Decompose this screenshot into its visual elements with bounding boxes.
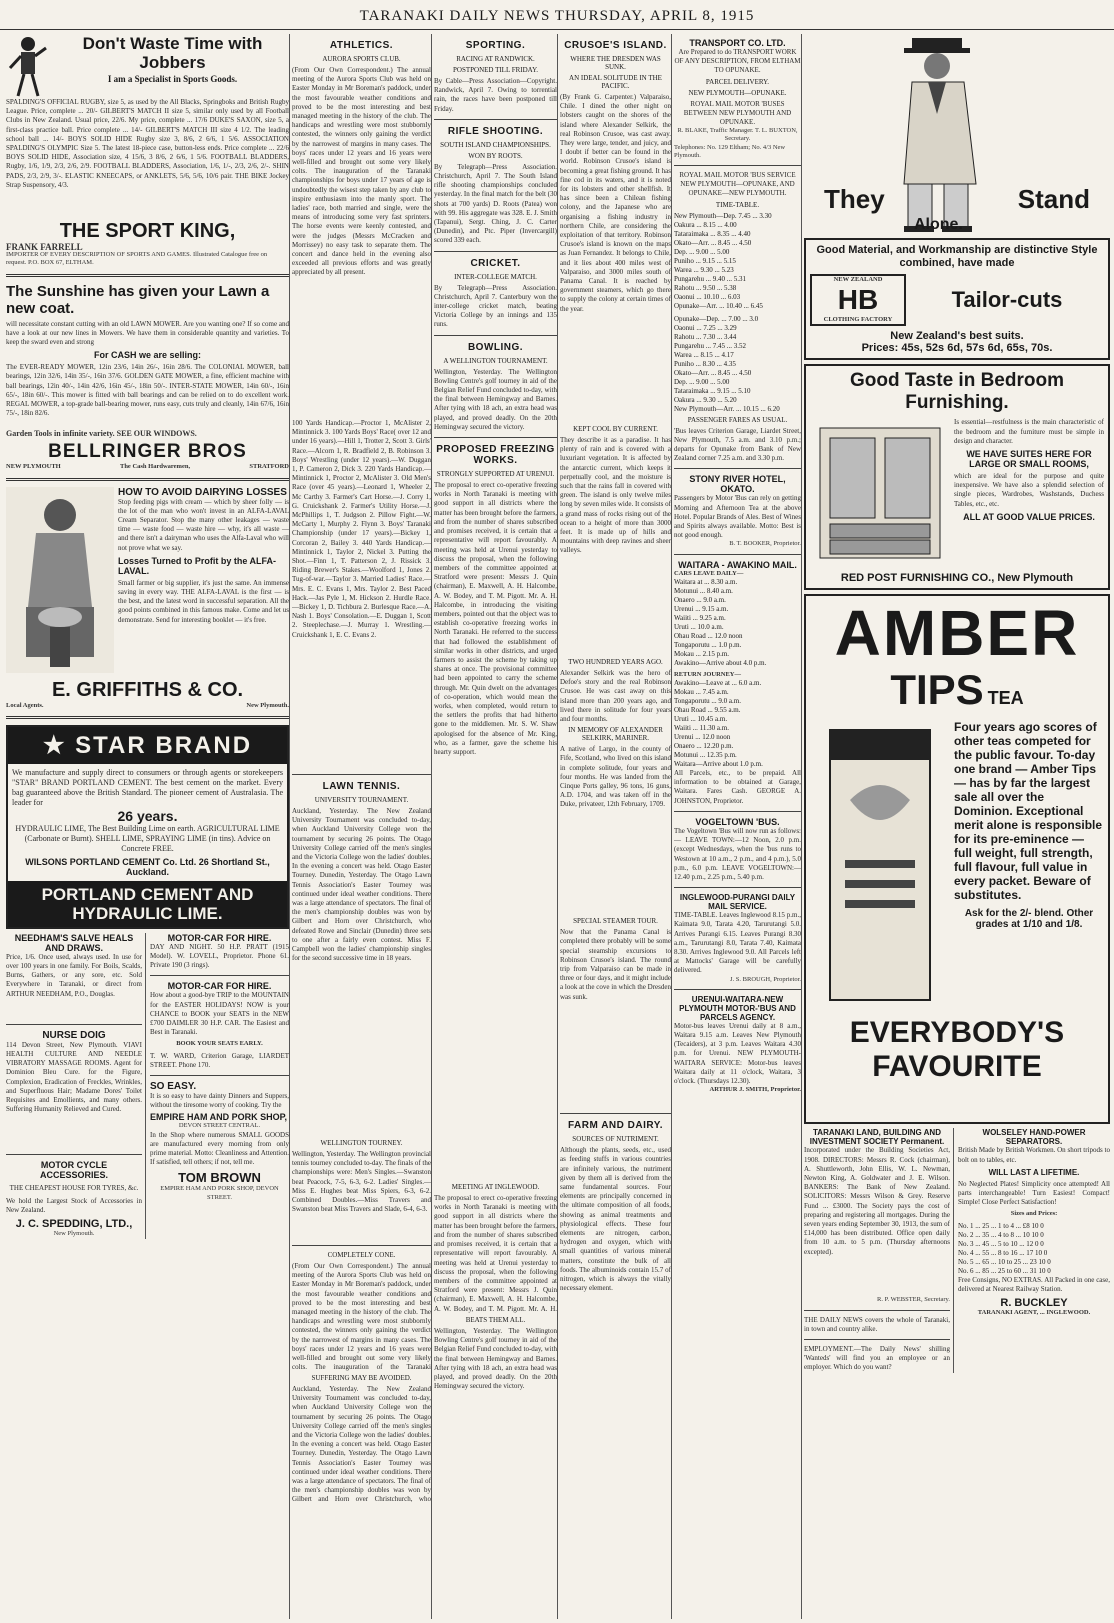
waitara-row: Awakino—Arrive about 4.0 p.m.	[674, 658, 767, 667]
cash-line: For CASH we are selling:	[93, 350, 202, 361]
athletics-heading: ATHLETICS.	[329, 40, 394, 51]
sporting-heading: SPORTING.	[465, 40, 526, 51]
price-row: No. 5 ... 65 ... 10 to 25 ... 23 10 0	[958, 1257, 1051, 1266]
sizes-heading: Sizes and Prices:	[1010, 1210, 1058, 1218]
parcel-subheading: PARCEL DELIVERY.	[705, 77, 770, 86]
ward-line: T. W. WARD, Criterion Garage, LIARDET STREET. Phone 170.	[150, 1051, 289, 1069]
meeting-text: The proposal to erect co-operative freezing works in North Taranaki is meeting with good support in all districts where the matter has been brought before the farmers, and from the number of shares subscribed and promises received, it is certain that a representative will report favourably. A meeting was held at Urenui yesterday to discuss the proposal, when the following members of the committee appointed at Stratford were present: Messrs J. Quin (chairman), E. Maxwell, A. H. Halcombe, A. W. Bodey, and T. M. Pigott. Mr. A. H.	[434, 1194, 557, 1313]
waitara-heading: WAITARA - AWAKINO MAIL.	[678, 559, 797, 570]
completely-text: (From Our Own Correspondent.) The annual meeting of the Aurora Sports Club was held on Easter Monday in Mr Boreman's paddock, under the most favourable weather conditions and proved to be the most interesting and best managed meeting in the history of the club. The handicaps and wrestling were most stubbornly contested, the winners only gaining the verdict by the narrowest of margins in many cases. The boys' races under 12 years and 16 years were well-filled and brought out some very likely colts. The inauguration of the Taranaki	[292, 1262, 431, 1372]
athletics-text: (From Our Own Correspondent.) The annual meeting of the Aurora Sports Club was held on Easter Monday in Mr Boreman's paddock, under the most favourable weather conditions and proved to be the most interesting and best managed meeting in the history of the club. The handicaps and wrestling were most stubbornly contested, the winners only gaining the verdict by the narrowest of margins in many cases. The boys' races under 12 years and 16 years were well-filled and brought out some very likely colts. The inauguration of the Taranaki championships for boys under 17 years of age is undoubtedly the wisest step taken by any club to inspire enthusiasm into the manly sport. The ladies' race, both married and single, were the means of introducing some very fast sprinters. The horse events were keenly contested, and were the judges (Messrs McCracken and Morrissey) no easy task to separate them. The concert and dance held in the evening also exceeded all previous efforts and was greatly appreciated by all present.	[292, 66, 431, 277]
motor-hire-text: DAY AND NIGHT. 50 H.P. PRATT (1915 Model). W. LOVELL, Proprietor. Phone 61. Private 190 (3 rings).	[150, 942, 289, 970]
aurora-subheading: AURORA SPORTS CLUB.	[322, 55, 401, 63]
griffiths-right: New Plymouth.	[246, 701, 289, 709]
masthead: TARANAKI DAILY NEWS THURSDAY, APRIL 8, 1915	[0, 0, 1114, 30]
tips-title: TIPS	[890, 666, 984, 714]
rifle-text: By Telegraph—Press Association. Christchurch, April 7. The South Island rifle shooting championships concluded yesterday. In the final match for the belt (30 shots at 700 yards) D. Roots (Patea) won with 99. His aggregate was 328. E. J. Smith (Tapanui), Sergt. Ching, J. C. Carter (Dunedin), and Ptc. Piper (Invercargill) scored 339 each.	[434, 162, 557, 245]
kept-cool-subheading: KEPT COOL BY CURRENT.	[573, 425, 658, 433]
cricket-heading: CRICKET.	[470, 257, 521, 269]
hydraulic-text: HYDRAULIC LIME, The Best Building Lime on earth. AGRICULTURAL LIME (Carbonate or Burnt). SHELL LIME, SPRAYING LIME (in tins). Advice on Concrete FREE.	[15, 823, 280, 853]
two-hundred-subheading: TWO HUNDRED YEARS AGO.	[568, 658, 663, 666]
bellringer-mid: The Cash Hardwaremen,	[119, 463, 191, 471]
strongly-subheading: STRONGLY SUPPORTED AT URENUI.	[436, 470, 555, 479]
return-row: Tongaporutu ... 9.0 a.m.	[674, 697, 741, 706]
column-5	[674, 34, 802, 1619]
amber-title: AMBER	[834, 597, 1080, 670]
postponed-subheading: POSTPONED TILL FRIDAY.	[453, 66, 538, 74]
suites-detail: which are ideal for the purpose and quite inexpensive. We have also a splendid selection of single pieces, Wardrobes, Washstands, Duchess Tables, etc., etc.	[954, 472, 1104, 508]
return-row: Waitara—Arrive about 1.0 p.m.	[674, 760, 763, 769]
all-good-text: ALL AT GOOD VALUE PRICES.	[963, 511, 1095, 522]
royal-service-text: ROYAL MAIL MOTOR 'BUS SERVICE NEW PLYMOUTH—OPUNAKE, AND OPUNAKE—NEW PLYMOUTH.	[679, 171, 796, 198]
waitara-row: Ohau Road ... 12.0 noon	[674, 631, 743, 640]
stony-heading: STONY RIVER HOTEL, OKATO.	[689, 474, 786, 495]
hb-logo: HB	[837, 284, 879, 316]
meeting-subheading: MEETING AT INGLEWOOD.	[451, 1183, 540, 1192]
roots-subheading: WON BY ROOTS.	[468, 151, 523, 160]
waitara-row: Mokau ... 2.15 p.m.	[674, 649, 730, 658]
farrell-line: IMPORTER OF EVERY DESCRIPTION OF SPORTS AND GAMES. Illustrated Catalogue free on request. P.O. BOX 67, ELTHAM.	[6, 251, 268, 267]
dairy-title: HOW TO AVOID DAIRYING LOSSES	[118, 486, 287, 498]
tea-title: TEA	[987, 688, 1024, 709]
return-row: Waiiti ... 11.30 a.m.	[674, 724, 729, 733]
timetable-row: Puniho ... 9.15 ... 5.15	[674, 256, 736, 265]
np-opunake-subheading: NEW PLYMOUTH—OPUNAKE.	[688, 88, 787, 97]
timetable-subheading: TIME-TABLE.	[715, 200, 760, 209]
inglewood-heading: INGLEWOOD-PURANGI DAILY MAIL SERVICE.	[679, 893, 796, 912]
everybody-title: EVERYBODY'S	[849, 1016, 1065, 1050]
empire-ham-title: EMPIRE HAM AND PORK SHOP,	[150, 1112, 288, 1123]
wellington-text: Wellington, Yesterday. The Wellington provincial tennis tourney concluded to-day. The finals of the championships were: Men's Singles.—Swanston beat Peacock, 7-5, 6-3, 6-2. Ladies' Singles.—Miss E. Hughes beat Miss Spiers, 6-3, 6-2. Combined Doubles.—Miss Travers and Swanston beat Miss Travers and Slade, 6-4, 6-3.	[292, 1150, 431, 1214]
losses-turned: Losses Turned to Profit by the ALFA-LAVAL.	[118, 555, 277, 576]
best-suits: New Zealand's best suits.	[890, 330, 1024, 343]
taste-text: Is essential—restfulness is the main characteristic of the bedroom and the furniture must be simple in design and character.	[954, 418, 1104, 445]
small-farmer-text: Small farmer or big supplier, it's just the same. An immense saving in every way. THE ALFA-LAVAL is the first — is the best, and the latest word in successful separation. All the good points combined in this famous make. Come and let us demonstrate. Send for interesting booklet — it's free.	[118, 578, 289, 624]
crusoe-text: (By Frank G. Carpenter.) Valparaiso, Chile. I dined the other night on lobsters caught on the shores of the island where Alexander Selkirk, the real Robinson Crusoe, was cast away. They were large, tender, and juicy, and I doubt if better can be found in the world. Robinson Crusoe's island is becoming a great fishing ground. It has fine cod in its waters, and it is noted for its lobsters and other shellfish. It has since been a Chilean fishing colony, and the Japanese who are organising a fishing industry in northern Chile, are considering the exploitation of that territory. Robinson Crusoe's island is known on the maps as Juan Fernandez. It belongs to Chile, and it lies about 400 miles west of Valparaiso, and 3000 miles south of Panama Canal. It is reached by government steamers, which go there to supply the colony at certain times of the year.	[560, 93, 671, 313]
return-row: Awakino—Leave at ... 6.0 a.m.	[674, 679, 762, 688]
timetable-row: Rahotu ... 7.30 ... 3.44	[674, 332, 737, 341]
fares-subheading: PASSENGER FARES AS USUAL.	[687, 415, 788, 424]
suites-text: WE HAVE SUITES HERE FOR LARGE OR SMALL ROOMS,	[966, 449, 1092, 470]
alone-text: Alone.	[914, 216, 963, 233]
timetable-row: Opunake—Dep. ... 7.00 ... 3.0	[674, 314, 759, 323]
waitara-row: Uruti ... 10.0 a.m.	[674, 622, 724, 631]
return-list	[674, 679, 801, 769]
dresden-subheading: WHERE THE DRESDEN WAS SUNK.	[570, 55, 661, 71]
column-3	[434, 34, 558, 1619]
nurse-title: NURSE DOIG	[42, 1029, 106, 1041]
dairy-maid-illustration	[6, 487, 114, 673]
largest-stock: We hold the Largest Stock of Accessories in New Zealand.	[6, 1197, 142, 1215]
timetable-row: Opunake—Arr. ... 10.40 ... 6.45	[674, 301, 763, 310]
return-row: Urenui ... 12.0 noon	[674, 733, 731, 742]
cheapest-text: THE CHEAPEST HOUSE FOR TYRES, &c.	[9, 1183, 139, 1192]
tom-brown-title: TOM BROWN	[178, 1170, 261, 1186]
inglewood-text: TIME-TABLE. Leaves Inglewood 8.15 p.m., Kaimata 9.0, Tarata 4.20, Tarurutangi 5.0. Arrives Purangi 6.15. Leaves Purangi 8.30 a.m., Tarurutangi 8.0, Tarata 7.40, Kaimata 8.30. Arrives Inglewood 9.0. All Parcels left at Mattocks' Garage will be carefully delivered.	[674, 911, 801, 975]
devon-st: DEVON STREET CENTRAL.	[178, 1122, 261, 1130]
tom-brown-sub: EMPIRE HAM AND PORK SHOP, DEVON STREET.	[160, 1185, 279, 1201]
sports-figure-icon	[6, 34, 52, 98]
timetable-row: Dep. ... 9.00 ... 5.00	[674, 247, 730, 256]
spedding-title: J. C. SPEDDING, LTD.,	[15, 1218, 133, 1231]
tennis-text: Auckland, Yesterday. The New Zealand University Tournament was concluded to-day, when Auckland University College won the tournament by securing 26 points. The Otago University College carried off the men's singles and the Victoria College won the ladies' doubles. In the evening a concert was held. Otago Easter Tourney. Dunedin, Yesterday. The Otago Lawn Tennis Association's Easter Tourney was continued under ideal weather conditions. There was a large attendance of spectators. The final of the men's championship doubles was won by Gilbert and Horn over Christchurch, who defeated Rowe and Sinclair (Dunedin) three sets to one after a fairly even contest. Miss F. Campbell won the ladies' championship singles for the second successive time in 18 years.	[292, 807, 431, 963]
price-row: No. 6 ... 85 ... 25 to 60 ... 31 10 0	[958, 1266, 1051, 1275]
jobbers-subtitle: I am a Specialist in Sports Goods.	[107, 74, 238, 84]
transport-heading: TRANSPORT CO. LTD.	[689, 38, 786, 48]
athletics-results: 100 Yards Handicap.—Proctor 1, McAlister 2, Mintinnick 3. 100 Yards Boys' Race( over 12 and under 16 years).—Hill 1, Trotter 2, Scott 3. Girls' Race.—Alcorn 1, R. Bradfield 2, B. Robinson 3. Boys' Wrestling (under 12 years).—W. Duggan 1, P. Cameron 2, Dick 3. 220 Yards Handicap.—Mintinnick 1, Proctor 2, McAlister 3. Old Men's Race (over 45 years).—Leonard 1, Wheeler 2, Mc Carthy 3. Farmer's Cart Horse.—J. Corry 1, G. Cruickshank 2. Farmer's Utility Horse.—J. McPhillips 1, T. Judgson 2. Pillow Fight.—W. McCarty 1, Murphy 2. Flynn 3. Boys' Taranaki Championship (under 17 years).—Bickey 1, Corcoran 2, Bailey 3. 440 Yards Handicap.—Mintinnick 1, Taylor 2, Nickel 3. Putting the Shot.—Finn 1, T. Patterson 2, J. Rissick 3. Riding Brewer's Stakes.—Woolford 1, Jones 2. Tug-of-war.—Taylor 3. Married Ladies' Race.—Mrs. E. C. Evans 1, Mrs. Taylor 2. Best Paced Hack.—Jas Pyle 1, M. Hickson 2. Hurdle Race.—Bickey 1, D. Tichbura 2. Burlesque Race.—A. Nash 1. Boys' Consolation.—E. Duggan 1, Scott 2. Steeplechase.—J. Murray 1. Wrestling.—Cruickshank 1, E. C. Evans 2.	[292, 419, 431, 639]
lawn-text: will necessitate constant cutting with an old LAWN MOWER. Are you wanting one? If so come and have a look at our new lines in Mowers. We have them in considerable quantity and varieties. To keep the sward even and strong	[6, 319, 289, 347]
racing-subheading: RACING AT RANDWICK.	[456, 55, 535, 63]
timetable-row: Tataraimaka ... 8.35 ... 4.40	[674, 229, 751, 238]
return-row: Ohau Road ... 9.55 a.m.	[674, 706, 741, 715]
portland-banner: PORTLAND CEMENT AND HYDRAULIC LIME.	[8, 881, 287, 927]
royal-mail-text: ROYAL MAIL MOTOR 'BUSES BETWEEN NEW PLYMOUTH AND OPUNAKE.	[683, 99, 792, 127]
bowling-subheading: A WELLINGTON TOURNAMENT.	[443, 356, 548, 365]
wolseley-text: British Made by British Workmen. On short tripods to bolt on to tables, etc.	[958, 1146, 1110, 1164]
timetable-row: Dep. ... 9.00 ... 5.00	[674, 377, 730, 386]
timetable-row: Warea ... 8.15 ... 4.17	[674, 350, 734, 359]
griffiths-title: E. GRIFFITHS & CO.	[51, 678, 244, 701]
star-brand-title: STAR BRAND	[75, 731, 253, 759]
wilsons-text: WILSONS PORTLAND CEMENT Co. Ltd. 26 Shortland St., Auckland.	[25, 856, 270, 877]
waitara-row: Waitara at ... 8.30 a.m.	[674, 577, 738, 586]
rifle-heading: RIFLE SHOOTING.	[447, 125, 544, 137]
beats-text: Wellington, Yesterday. The Wellington Bowling Centre's golf tourney in aid of the Belgian Relief Fund concluded to-day, with the final between Hemingway and Barnes. After tying with 18 ach, an extra head was played, and proved deadly. On the 20th Hemingway secured the victory.	[434, 1327, 557, 1391]
wolseley-features: No Neglected Plates! Simplicity once attempted! All parts interchangeable! Turn Easiest! Compact! Simple! Close Perfect Satisfaction!	[958, 1179, 1110, 1207]
intercollege-subheading: INTER-COLLEGE MATCH.	[454, 272, 537, 281]
dairy-text: Stop feeding pigs with cream — which by sheer folly — is the lot of the man who won't invest in an ALFA-LAVAL Cream Separator. Stop the many other leakages — waste time — waste food — waste hire — why, it's all waste — and there isn't a dairyman who uses the Alfa-Laval who will not prove what we say.	[118, 497, 289, 552]
racing-text: By Cable—Press Association—Copyright. Randwick, April 7. Owing to torrential rain, the races have been postponed till Friday.	[434, 77, 557, 113]
waitara-row: Urenui ... 9.15 a.m.	[674, 604, 729, 613]
memory-text: A native of Largo, in the county of Fife, Scotland, who lived on this island in complete solitude, four years and four months. He was landed from the Cinque Ports galley, 96 tons, 16 guns, A.D. 1704, and was taken off in the Duke, privateer, 12th February, 1709.	[560, 745, 671, 809]
buckley-sub: TARANAKI AGENT, ... INGLEWOOD.	[977, 1309, 1091, 1317]
booker-text: B. T. BOOKER, Proprietor.	[729, 540, 801, 548]
price-row: No. 4 ... 55 ... 8 to 16 ... 17 10 0	[958, 1248, 1048, 1257]
clothing-label: CLOTHING FACTORY	[823, 316, 893, 324]
timetable-row: Puniho ... 8.30 ... 4.35	[674, 359, 736, 368]
brough-text: J. S. BROUGH, Proprietor.	[730, 975, 801, 983]
urenui-heading: URENUI-WAITARA-NEW PLYMOUTH MOTOR-'BUS AND PARCELS AGENCY.	[679, 994, 796, 1022]
so-easy-text: It is so easy to have dainty Dinners and Suppers, without the tiresome worry of cooking. Try the	[150, 1092, 289, 1110]
timetable-row: Oakura ... 8.15 ... 4.00	[674, 220, 737, 229]
ask-text: Ask for the 2/- blend. Other grades at 1/10 and 1/8.	[964, 908, 1094, 931]
garage-info: All Parcels, etc., to be prepaid. All information to be obtained at Garage, Waitara. Fares Cash. GEORGE A. JOHNSTON, Proprietor.	[674, 769, 801, 805]
return-row: Onaero ... 12.20 p.m.	[674, 742, 734, 751]
timetable-row: Rahotu ... 9.50 ... 5.38	[674, 283, 737, 292]
timetable-row: Oaonui ... 7.25 ... 3.29	[674, 323, 737, 332]
bellringer-right: STRATFORD	[249, 463, 289, 471]
buckley-title: R. BUCKLEY	[1000, 1297, 1068, 1310]
webster-text: R. P. WEBSTER, Secretary.	[877, 1296, 950, 1304]
empire-text: In the Shop where numerous SMALL GOODS are manufactured every morning from only prime material. Motto: Cleanliness and Attention. If satisfied, tell others; if not, tell me.	[150, 1130, 290, 1167]
timetable-row: Warea ... 9.30 ... 5.23	[674, 265, 734, 274]
stony-text: Passengers by Motor 'Bus can rely on getting Morning and Afternoon Tea at the above Hotel. Popular Brands of Ales. Best of Wines and Spirits always available. Motto: Best is not good enough.	[674, 494, 801, 540]
suffering-subheading: SUFFERING MAY BE AVOIDED.	[311, 1374, 412, 1382]
years-text: 26 years.	[117, 807, 178, 824]
book-seats: BOOK YOUR SEATS EARLY.	[176, 1040, 263, 1048]
waitara-row: Motunui ... 8.40 a.m.	[674, 586, 733, 595]
mower-list: The EVER-READY MOWER, 12in 23/6, 14in 26/-, 16in 28/6. The COLONIAL MOWER, ball bearings, 12in 32/6, 14in 35/-, 16in 37/6. GOLDEN GATE MOWER, a fine, efficient machine with ball bearings, 12in 40/-, 14in 42/6, 16in 45/-, 18in 50/-. INTER-STATE MOWER, 14in 60/-, 16in 65/-, 18in 60/-. This mower is fitted with ball bearings and can be relied on to do excellent work. REGAL MOWER, a top-grade ball-bearing mower, runs easy, cuts truly and cleanly, 14in 67/6, 16in 75/-, 18in 82/6.	[6, 363, 289, 418]
vogeltown-heading: VOGELTOWN 'BUS.	[695, 816, 780, 827]
price-list	[958, 1222, 1110, 1276]
nurse-text: 114 Devon Street, New Plymouth. VIAVI HEALTH CULTURE AND NEEDLE VIBRATORY MASSAGE ROOMS. Agent for Dominion Bleu Cure. for the Figure, Complexion, Eradication of Freckles, Wrinkles, and Superfluous Hair; Madame Dores' Toilet Requisites and Emollients, and many others. Suffering Humanity Relieved and Cured.	[6, 1040, 142, 1114]
price-row: No. 2 ... 35 ... 4 to 8 ... 10 10 0	[958, 1230, 1044, 1239]
return-row: Uruti ... 10.45 a.m.	[674, 715, 728, 724]
motor-hire-title: MOTOR-CAR FOR HIRE.	[167, 932, 272, 943]
waitara-row: Onaero ... 9.0 a.m.	[674, 595, 726, 604]
crusoe-heading: CRUSOE'S ISLAND.	[564, 40, 667, 51]
waitara-row: Tongaporutu ... 1.0 p.m.	[674, 640, 742, 649]
will-last: WILL LAST A LIFETIME.	[988, 1167, 1080, 1177]
farm-heading: FARM AND DAIRY.	[567, 1120, 664, 1132]
prices-text: Prices: 45s, 52s 6d, 57s 6d, 65s, 70s.	[861, 342, 1053, 355]
timetable-list-2	[674, 315, 801, 414]
farrell-name: FRANK FARRELL	[6, 242, 83, 252]
motor-car-title: MOTOR-CAR FOR HIRE.	[167, 981, 272, 992]
star-text: We manufacture and supply direct to consumers or through agents or storekeepers "STAR" BRAND PORTLAND CEMENT. The best cement on the market. Every bag guaranteed above the British Standard. The pioneer cement of Australasia. The leader for	[12, 767, 283, 807]
props-text: R. BLAKE, Traffic Manager. T. L. BUXTON, Secretary.	[677, 127, 798, 143]
free-cons: Free Consigns, NO EXTRAS. All Packed in one case, delivered at Nearest Railway Station.	[958, 1275, 1110, 1293]
needham-text: Price, 1/6. Once used, always used. In use for over 100 years in one family. For Boils, Scalds, Burns, Gathers, or any sore, etc. Sold Everywhere in Taranaki, or direct from ARTHUR NEEDHAM, P.O., Douglas.	[6, 952, 142, 998]
cars-leave: CARS LEAVE DAILY—	[674, 569, 744, 577]
memory-subheading: IN MEMORY OF ALEXANDER SELKIRK, MARINER.	[568, 726, 663, 743]
column-2	[292, 34, 432, 1619]
vogeltown-text: The Vogeltown 'Bus will now run as follows:— LEAVE TOWN:—12 Noon, 2.0 p.m. (except Wednesdays, when the 'bus runs to Westown at 10 a.m., 2 p.m., and 4 p.m.), 5.0 p.m., 6.0 p.m. LEAVE VOGELTOWN:—12.40 p.m., 2.25 p.m., 5.40 p.m.	[674, 826, 801, 881]
waitara-row: Waiiti ... 9.25 a.m.	[674, 613, 726, 622]
stand-text: Stand	[1017, 184, 1090, 214]
lawn-title: The Sunshine has given your Lawn a new coat.	[6, 282, 270, 317]
return-heading: RETURN JOURNEY—	[674, 670, 741, 678]
timetable-row: Oakura ... 9.30 ... 5.20	[674, 395, 737, 404]
nz-label: NEW ZEALAND	[833, 276, 883, 283]
special-subheading: SPECIAL STEAMER TOUR.	[573, 917, 658, 926]
tea-tin-illustration	[810, 720, 950, 1010]
lawn-tennis-heading: LAWN TENNIS.	[322, 781, 401, 792]
taste-title: Good Taste in Bedroom Furnishing.	[850, 370, 1064, 414]
material-text: Good Material, and Workmanship are distinctive Style combined, have made	[816, 244, 1098, 269]
suffering-text: Auckland, Yesterday. The New Zealand University Tournament was concluded to-day, when Auckland University College won the tournament by securing 26 points. The Otago University College carried off the men's singles and the Victoria College won the ladies' doubles. In the evening a concert was held. Otago Easter Tourney. Dunedin, Yesterday. The Otago Lawn Tennis Association's Easter Tourney was continued under ideal weather conditions. There was a large attendance of spectators. The final of the men's championship doubles was won by Gilbert and Horn over Christchurch, who	[292, 1385, 431, 1504]
timetable-row: New Plymouth—Arr. ... 10.15 ... 6.20	[674, 404, 780, 413]
return-row: Motunui ... 12.35 p.m.	[674, 751, 737, 760]
star-icon: ★	[42, 731, 67, 759]
special-text: Now that the Panama Canal is completed there probably will be some special steamship excursions to Robinson Crusoe's island. The round trip from Valparaiso can be made in three or four days, and it might include a look at the cove in which the Dresden was sunk.	[560, 928, 671, 1001]
waitara-list	[674, 578, 801, 668]
taranaki-land-heading: TARANAKI LAND, BUILDING AND INVESTMENT SOCIETY Permanent.	[809, 1128, 945, 1147]
bowling-text: Wellington, Yesterday. The Wellington Bowling Centre's golf tourney in aid of the Belgian Relief Fund concluded to-day, with the final between Hemingway and Barnes. After tying with 18 ach, an extra head was played, and proved deadly. On the 20th Hemingway secured the victory.	[434, 367, 557, 431]
favourite-title: FAVOURITE	[872, 1050, 1042, 1084]
two-hundred-text: Alexander Selkirk was the hero of Defoe's story and the real Robinson Crusoe. He was cast away on this island more than 200 years ago, and lived there in solitude for four years and four months.	[560, 669, 671, 724]
university-subheading: UNIVERSITY TOURNAMENT.	[314, 796, 409, 804]
griffiths-left: Local Agents.	[6, 701, 44, 709]
urenui-text: Motor-bus leaves Urenui daily at 8 a.m., Waitara 9.15 a.m. Leaves New Plymouth (Tecaiders), at 3 p.m. Leaves Waitara 4.30 p.m. for Urenui. NEW PLYMOUTH-WAITARA SERVICE: Motor-bus leaves Waitara daily at 11 o'clock, Waitara, 3 o'clock. (Thursdays 12.30).	[674, 1021, 801, 1085]
red-post-text: RED POST FURNISHING CO., New Plymouth	[840, 572, 1074, 585]
bellringer-title: BELLRINGER BROS	[48, 441, 247, 463]
column-6	[804, 34, 1110, 1619]
south-island-subheading: SOUTH ISLAND CHAMPIONSHIPS.	[440, 140, 551, 149]
bellringer-left: NEW PLYMOUTH	[6, 463, 61, 471]
beats-subheading: BEATS THEM ALL.	[465, 1316, 526, 1325]
timetable-row: Okato—Arr. ... 8.45 ... 4.50	[674, 238, 752, 247]
price-row: No. 3 ... 45 ... 5 to 10 ... 12 0 0	[958, 1239, 1044, 1248]
freezing-text: The proposal to erect co-operative freezing works in North Taranaki is meeting with good support in all districts where the matter has been brought before the farmers, and from the number of shares subscribed and promises received, it is certain that a representative will report favourably. A meeting was held at Urenui yesterday to discuss the proposal, when the following members of the committee appointed at Stratford were present: Messrs J. Quin (chairman), E. Maxwell, A. H. Halcombe, A. W. Bodey, and T. M. Pigott. Mr. A. H. Halcombe, in introducing the visiting members, pointed out that the object was to establish co-operative freezing works in North Taranaki. He referred to the success that had followed the establishment of similar works in other districts, and urged farmers to assist the scheme by taking up shares at once. The provisional committee had been appointed to carry the scheme through. Mr. Quin dwelt on the advantages of co-operation, which would mean the works, when completed, would return to the settlers the profits that had hitherto gone to the middlemen. Mr. S. W. Shaw apologised for the absence of Mr. King, who, as a farmer, gave the scheme his hearty support.	[434, 481, 557, 756]
jobbers-title: Don't Waste Time with Jobbers	[82, 34, 263, 72]
kept-text: They describe it as a paradise. It has plenty of rain and is covered with a luxuriant vegetation. It is affected by the antarctic current, which keeps it perpetually cool, and the moisture is such that the rains fall in covered with green. The island is only twelve miles long by seven miles wide. It consists of a grand mass of rocks rising out of the ocean to a height of more than 3000 feet. It is made up of hills and mountains with deep ravines and sheer valleys.	[560, 436, 671, 555]
timetable-row: Oaonui ... 10.10 ... 6.03	[674, 292, 741, 301]
completely-subheading: COMPLETELY CONE.	[327, 1251, 396, 1259]
employment-text: EMPLOYMENT.—The Daily News' shilling 'Wanteds' will find you an employee or an employer. Which do you want?	[804, 1345, 950, 1372]
timetable-row: Okato—Arr. ... 8.45 ... 4.50	[674, 368, 752, 377]
timetable-list-1	[674, 212, 801, 311]
spedding-addr: New Plymouth.	[53, 1230, 95, 1238]
price-row: No. 1 ... 25 ... 1 to 4 ... £8 10 0	[958, 1221, 1044, 1230]
freezing-heading: PROPOSED FREEZING WORKS.	[436, 444, 555, 467]
cricket-text: By Telegraph—Press Association. Christchurch, April 7. Canterbury won the inter-college cricket match, beating Victoria College by an innings and 135 runs.	[434, 283, 557, 329]
sport-king-title: THE SPORT KING,	[59, 220, 236, 242]
timetable-row: Pungarehu ... 9.40 ... 5.31	[674, 274, 746, 283]
telephones-text: Telephones: No. 129 Eltham; No. 4/3 New Plymouth.	[674, 143, 786, 159]
daily-news-text: THE DAILY NEWS covers the whole of Taranaki, in town and country alike.	[804, 1315, 950, 1333]
sources-subheading: SOURCES OF NUTRIMENT.	[572, 1135, 659, 1144]
motor-car-text: How about a good-bye TRIP to the MOUNTAIN for the EASTER HOLIDAYS! NOW is your CHANCE to BOOK your SEATS in the NEW £700 DAIMLER 30 H.P. CAR. The Easiest and Best in Taranaki.	[150, 991, 289, 1037]
timetable-row: Tataraimaka ... 9.15 ... 5.10	[674, 386, 751, 395]
sports-price-list: SPALDING'S OFFICIAL RUGBY, size 5, as used by the All Blacks, Springboks and British Rugby League. Price, complete ... 20/- GILBERT'S MATCH II size 5, similar only used by all Football Clubs in New Zealand. Usual price, 22/6. My price, complete ... 17/6 DUKE'S SAXON, size 5, a first-class practice ball. Price complete ... 14/- GILBERT'S MATCH III size 4 1/2. The leading school ball ... 14/- BOYS SOLID HIDE Rugby size 3, 8/6, 2 6/6, 1 5/6. ASSOCIATION SPALDING'S OLYMPIC Size 5. The latest 18-piece case, button-less ends. Price complete ... 22/6 BOYS SOLID HIDE, Association size, 4 15/6, 3 8/6, 2 6/6, 1 5/6. FOOTBALL BLADDERS, Rugby, 1/6, 1/9, 2/3, 2/6, 2/9. FOOTBALL BLADDERS, Association, 1/6, 1/-, 2/3, 2/6, 2/-. SHIN PADS, 2/3, 2/9, 3/-. ELASTIC KNEECAPS, or ANKLETS, 5/6, 5/6, 10/6 pair. THE BIKE Jockey Strap Suspensory, 4/3.	[6, 98, 289, 189]
column-4	[560, 34, 672, 1619]
wellington-subheading: WELLINGTON TOURNEY.	[320, 1139, 403, 1147]
amber-text: Four years ago scores of other teas competed for the public favour. To-day one brand — Amber Tips — has by far the largest sale all over the Dominion. Exceptional merit alone is responsible for its pre-eminence — full weight, full strength, full flavour, full value in every packet. Beware of substitutes.	[954, 720, 1103, 903]
transport-text: Are Prepared to do TRANSPORT WORK OF ANY DESCRIPTION, FROM ELTHAM TO OPUNAKE.	[674, 48, 801, 75]
motor-accessories: MOTOR CYCLE ACCESSORIES.	[39, 1159, 108, 1180]
so-easy-title: SO EASY.	[150, 1081, 197, 1093]
timetable-row: New Plymouth—Dep. 7.45 ... 3.30	[674, 211, 772, 220]
wardrobe-illustration	[810, 418, 950, 568]
timetable-row: Pungarehu ... 7.45 ... 3.52	[674, 341, 746, 350]
fares-text: 'Bus leaves Criterion Garage, Liardet Street, New Plymouth, 7.5 a.m. and 3.10 p.m.; departs for Opunake from Bank of New Zealand corner 7.25 a.m. and 3.30 p.m.	[674, 426, 801, 463]
needham-title: NEEDHAM'S SALVE HEALS AND DRAWS.	[14, 932, 134, 953]
garden-tools: Garden Tools in infinite variety. SEE OUR WINDOWS.	[6, 429, 197, 439]
wolseley-heading: WOLSELEY HAND-POWER SEPARATORS.	[982, 1128, 1086, 1147]
farm-text: Although the plants, seeds, etc., used as feeding stuffs in various countries are infinitely various, the nutriment given by them all is derived from the same fundamental sources. Four elements are principally concerned in the ultimate composition of all foods, showing as animal treatments and physiological effects. These four elements are nitrogen, carbon, hydrogen and oxygen, which with small quantities of various mineral matters, constitute the bulk of all foods. The albuminoids contain 15.7 of nitrogen, which is always the vitally necessary element.	[560, 1146, 671, 1293]
bowling-heading: BOWLING.	[467, 341, 524, 353]
tailor-cuts: Tailor-cuts	[951, 287, 1063, 313]
land-text: Incorporated under the Building Societies Act, 1908. DIRECTORS: Messrs R. Cock (chairman), A. Shuttleworth, John Ellis, W. L. Newman, Newton King, A. Goldwater and J. E. Wilson. BANKERS: The Bank of New Zealand. SOLICITORS: Messrs Wilson & Grey. Reserve Fund ... £3000. The Society pays the cost of preparing and registering all mortgages. During the seven years ending September 30, 1913, the sum of £14,000 has been distributed. Office open daily from 10 a.m. to 5 p.m. (Thursday afternoons excepted).	[804, 1146, 950, 1256]
ideal-subheading: AN IDEAL SOLITUDE IN THE PACIFIC.	[569, 74, 662, 90]
smith-text: ARTHUR J. SMITH, Proprietor.	[709, 1086, 801, 1094]
return-row: Mokau ... 7.45 a.m.	[674, 688, 729, 697]
they-text: They	[824, 184, 885, 214]
column-1	[6, 34, 290, 1619]
